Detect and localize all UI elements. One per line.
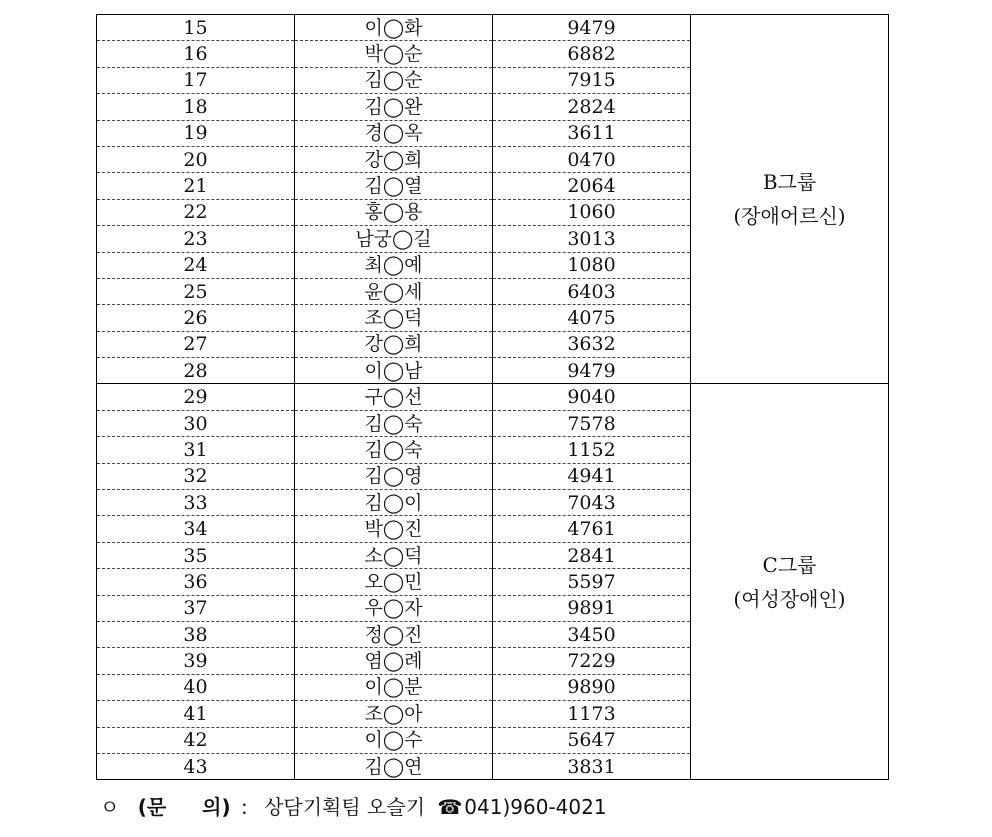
cell-code: 1080 <box>493 252 691 278</box>
cell-no: 23 <box>97 226 295 252</box>
bullet-marker: ㅇ <box>100 795 120 819</box>
cell-code: 0470 <box>493 146 691 172</box>
cell-code: 2841 <box>493 542 691 568</box>
cell-no: 26 <box>97 305 295 331</box>
cell-no: 39 <box>97 648 295 674</box>
cell-code: 2824 <box>493 94 691 120</box>
group-cell <box>691 384 889 780</box>
cell-code: 9891 <box>493 595 691 621</box>
group-cell <box>691 15 889 384</box>
cell-no: 42 <box>97 727 295 753</box>
cell-name: 박◯순 <box>295 41 493 67</box>
cell-code: 4761 <box>493 516 691 542</box>
cell-name: 이◯화 <box>295 15 493 41</box>
phone-icon: ☎ <box>437 795 463 819</box>
contact-line <box>100 791 607 820</box>
cell-no: 20 <box>97 146 295 172</box>
cell-no: 43 <box>97 753 295 779</box>
cell-no: 35 <box>97 542 295 568</box>
cell-no: 22 <box>97 199 295 225</box>
cell-code: 4075 <box>493 305 691 331</box>
cell-name: 우◯자 <box>295 595 493 621</box>
cell-code: 3611 <box>493 120 691 146</box>
cell-code: 1152 <box>493 437 691 463</box>
table-row <box>97 15 889 41</box>
cell-name: 이◯수 <box>295 727 493 753</box>
cell-no: 17 <box>97 67 295 93</box>
cell-name: 김◯영 <box>295 463 493 489</box>
cell-name: 강◯희 <box>295 331 493 357</box>
cell-no: 36 <box>97 569 295 595</box>
cell-no: 29 <box>97 384 295 410</box>
cell-code: 1173 <box>493 701 691 727</box>
cell-code: 3632 <box>493 331 691 357</box>
cell-no: 24 <box>97 252 295 278</box>
group-title: C그룹 <box>762 552 817 577</box>
cell-no: 33 <box>97 490 295 516</box>
cell-code: 3831 <box>493 753 691 779</box>
cell-name: 김◯완 <box>295 94 493 120</box>
cell-code: 9890 <box>493 674 691 700</box>
contact-department: 상담기획팀 오슬기 <box>264 795 426 819</box>
inquiry-label <box>138 795 231 819</box>
cell-code: 7043 <box>493 490 691 516</box>
roster-table <box>96 14 889 780</box>
cell-code: 1060 <box>493 199 691 225</box>
cell-name: 윤◯세 <box>295 278 493 304</box>
contact-separator: : <box>240 795 248 819</box>
cell-name: 박◯진 <box>295 516 493 542</box>
cell-code: 7229 <box>493 648 691 674</box>
cell-name: 김◯숙 <box>295 437 493 463</box>
cell-name: 조◯아 <box>295 701 493 727</box>
cell-name: 김◯열 <box>295 173 493 199</box>
cell-code: 6403 <box>493 278 691 304</box>
cell-no: 38 <box>97 621 295 647</box>
cell-no: 28 <box>97 358 295 384</box>
cell-no: 31 <box>97 437 295 463</box>
cell-name: 최◯예 <box>295 252 493 278</box>
cell-no: 40 <box>97 674 295 700</box>
cell-no: 15 <box>97 15 295 41</box>
cell-name: 구◯선 <box>295 384 493 410</box>
cell-no: 41 <box>97 701 295 727</box>
cell-code: 3013 <box>493 226 691 252</box>
cell-name: 강◯희 <box>295 146 493 172</box>
inquiry-label-close: 의) <box>202 795 231 819</box>
cell-code: 3450 <box>493 621 691 647</box>
cell-no: 37 <box>97 595 295 621</box>
contact-phone: 041)960-4021 <box>464 795 607 819</box>
cell-code: 6882 <box>493 41 691 67</box>
cell-code: 7915 <box>493 67 691 93</box>
cell-code: 9479 <box>493 15 691 41</box>
cell-name: 경◯옥 <box>295 120 493 146</box>
cell-name: 조◯덕 <box>295 305 493 331</box>
cell-code: 5647 <box>493 727 691 753</box>
group-subtitle: (여성장애인) <box>733 586 846 611</box>
cell-name: 김◯숙 <box>295 410 493 436</box>
cell-name: 김◯순 <box>295 67 493 93</box>
cell-code: 2064 <box>493 173 691 199</box>
cell-name: 소◯덕 <box>295 542 493 568</box>
cell-no: 19 <box>97 120 295 146</box>
cell-code: 4941 <box>493 463 691 489</box>
cell-name: 김◯이 <box>295 490 493 516</box>
table-row <box>97 384 889 410</box>
cell-code: 7578 <box>493 410 691 436</box>
cell-no: 34 <box>97 516 295 542</box>
cell-name: 홍◯용 <box>295 199 493 225</box>
cell-code: 5597 <box>493 569 691 595</box>
cell-no: 30 <box>97 410 295 436</box>
group-title: B그룹 <box>762 170 817 195</box>
cell-no: 16 <box>97 41 295 67</box>
cell-no: 21 <box>97 173 295 199</box>
cell-name: 남궁◯길 <box>295 226 493 252</box>
cell-name: 염◯례 <box>295 648 493 674</box>
cell-name: 정◯진 <box>295 621 493 647</box>
cell-name: 김◯연 <box>295 753 493 779</box>
group-subtitle: (장애어르신) <box>733 204 846 229</box>
cell-code: 9040 <box>493 384 691 410</box>
cell-no: 27 <box>97 331 295 357</box>
roster-body <box>97 15 889 780</box>
cell-code: 9479 <box>493 358 691 384</box>
cell-name: 이◯남 <box>295 358 493 384</box>
cell-name: 이◯분 <box>295 674 493 700</box>
inquiry-label-open: (문 <box>137 795 167 819</box>
cell-name: 오◯민 <box>295 569 493 595</box>
cell-no: 25 <box>97 278 295 304</box>
cell-no: 32 <box>97 463 295 489</box>
cell-no: 18 <box>97 94 295 120</box>
